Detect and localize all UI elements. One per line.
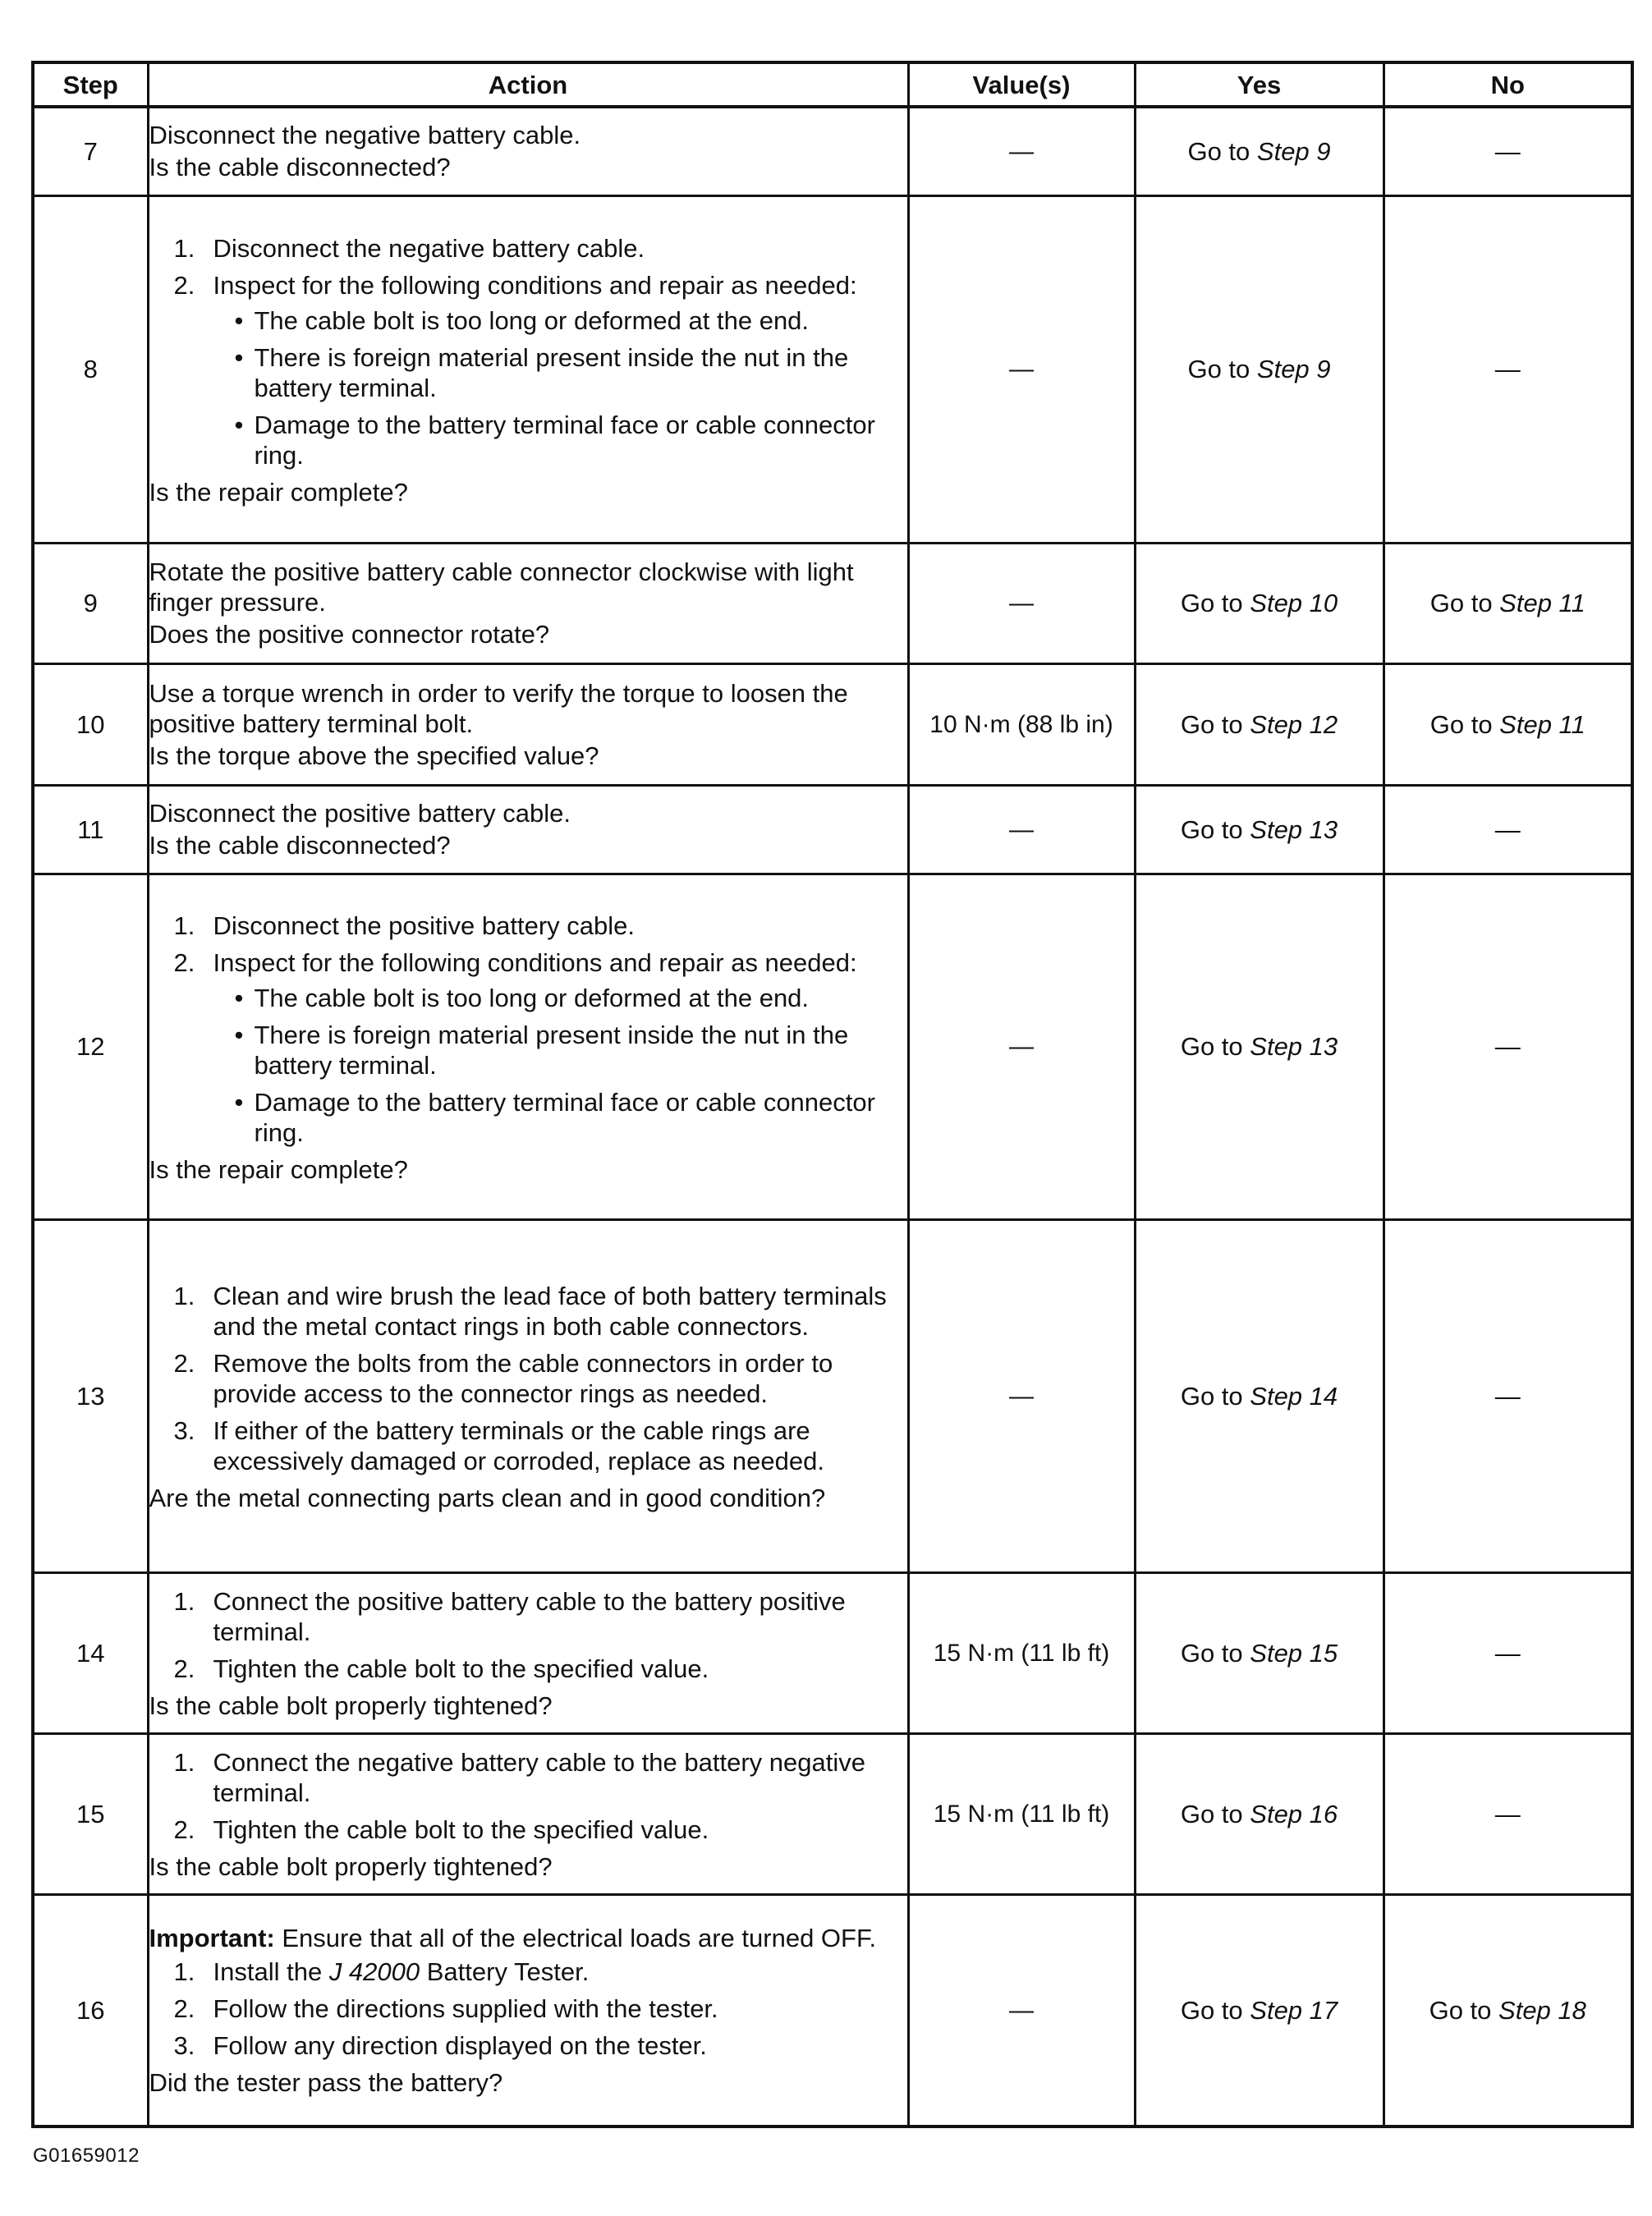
yes-cell: Go to Step 12 <box>1135 663 1384 785</box>
action-question: Is the repair complete? <box>149 1154 408 1184</box>
value-cell: — <box>908 785 1135 874</box>
yes-cell: Go to Step 9 <box>1135 195 1384 543</box>
no-cell: — <box>1384 874 1632 1219</box>
table-row <box>33 1572 1632 1733</box>
action-cell <box>148 107 908 195</box>
important-label: Important: <box>149 1923 275 1952</box>
table-row <box>33 1219 1632 1572</box>
step-number: 12 <box>33 874 148 1219</box>
tool-ref: J 42000 <box>328 1957 420 1986</box>
action-cell <box>148 1219 908 1572</box>
bullet-item: • There is foreign material present inside the nut in the battery terminal. <box>234 1020 849 1080</box>
list-item: 2. Remove the bolts from the cable connectors in order to provide access to the connector rings as needed. <box>173 1348 833 1408</box>
no-cell: — <box>1384 785 1632 874</box>
bullet-list <box>213 305 907 470</box>
numbered-list <box>149 911 907 1148</box>
value-cell: 15 N·m (11 lb ft) <box>908 1733 1135 1894</box>
list-item: 1. Clean and wire brush the lead face of both battery terminals and the metal contact rings in both cable connectors. <box>173 1281 887 1341</box>
action-question: Are the metal connecting parts clean and in good condition? <box>149 1483 826 1512</box>
yes-cell: Go to Step 16 <box>1135 1733 1384 1894</box>
step-number: 13 <box>33 1219 148 1572</box>
action-cell <box>148 663 908 785</box>
list-item: 1. Disconnect the negative battery cable. <box>173 233 645 263</box>
no-cell: Go to Step 18 <box>1384 1894 1632 2127</box>
list-item: 3. Follow any direction displayed on the tester. <box>173 2030 707 2060</box>
step-number: 7 <box>33 107 148 195</box>
value-cell: 10 N·m (88 lb in) <box>908 663 1135 785</box>
yes-cell: Go to Step 10 <box>1135 543 1384 663</box>
list-item: 1. Connect the positive battery cable to the battery positive terminal. <box>173 1587 846 1646</box>
header-step: Step <box>33 62 148 107</box>
no-cell: — <box>1384 107 1632 195</box>
yes-cell <box>1135 107 1384 195</box>
header-values: Value(s) <box>908 62 1135 107</box>
list-item: 3. If either of the battery terminals or the cable rings are excessively damaged or corroded, replace as needed. <box>173 1415 824 1475</box>
table-row <box>33 874 1632 1219</box>
list-item: 1. Disconnect the positive battery cable. <box>173 911 635 940</box>
value-cell: — <box>908 1219 1135 1572</box>
bullet-item: • The cable bolt is too long or deformed at the end. <box>234 983 810 1012</box>
table-row <box>33 785 1632 874</box>
list-item: 2. Tighten the cable bolt to the specified value. <box>173 1815 709 1844</box>
action-cell <box>148 785 908 874</box>
step-number: 15 <box>33 1733 148 1894</box>
action-line: Disconnect the positive battery cable. <box>149 799 571 828</box>
action-question: Does the positive connector rotate? <box>149 620 550 649</box>
numbered-list <box>149 1957 907 2061</box>
no-cell: — <box>1384 195 1632 543</box>
value-cell: — <box>908 195 1135 543</box>
list-item: 1. Install the J 42000 Battery Tester. <box>173 1957 590 1986</box>
list-item: 1. Connect the negative battery cable to the battery negative terminal. <box>173 1748 865 1807</box>
action-line: Disconnect the negative battery cable. <box>149 121 581 150</box>
no-cell: — <box>1384 1733 1632 1894</box>
step-number: 8 <box>33 195 148 543</box>
step-ref: Step 14 <box>1250 1381 1338 1411</box>
bullet-item: • Damage to the battery terminal face or cable connector ring. <box>234 1087 875 1147</box>
list-item: 2. Follow the directions supplied with the tester. <box>173 1993 718 2023</box>
header-yes: Yes <box>1135 62 1384 107</box>
value-cell: — <box>908 874 1135 1219</box>
action-question: Is the cable disconnected? <box>149 153 451 182</box>
step-ref: Step 11 <box>1499 709 1585 739</box>
step-ref: Step 9 <box>1256 355 1331 383</box>
value-cell: — <box>908 543 1135 663</box>
step-ref: Step 9 <box>1256 136 1331 166</box>
action-cell <box>148 1733 908 1894</box>
yes-cell: Go to Step 13 <box>1135 874 1384 1219</box>
bullet-item: • The cable bolt is too long or deformed at the end. <box>234 305 810 335</box>
step-ref: Step 11 <box>1499 589 1585 617</box>
goto-text: Go to <box>1187 136 1257 166</box>
yes-cell: Go to Step 13 <box>1135 785 1384 874</box>
step-ref: Step 12 <box>1250 709 1338 739</box>
action-cell <box>148 874 908 1219</box>
numbered-list <box>149 1281 907 1476</box>
no-cell: — <box>1384 1219 1632 1572</box>
step-number: 9 <box>33 543 148 663</box>
table-row <box>33 1733 1632 1894</box>
step-ref: Step 16 <box>1250 1799 1338 1828</box>
table-row <box>33 543 1632 663</box>
step-ref: Step 17 <box>1250 1995 1338 2025</box>
step-number: 14 <box>33 1572 148 1733</box>
header-no: No <box>1384 62 1632 107</box>
step-ref: Step 10 <box>1250 589 1338 617</box>
list-item: 2. Tighten the cable bolt to the specified value. <box>173 1654 709 1683</box>
action-question: Is the cable bolt properly tightened? <box>149 1852 553 1881</box>
list-item: 2. Inspect for the following conditions and repair as needed: • The cable bolt is too long or deformed at the end. • There is foreign material present inside the nut in the battery terminal. • Damage to the battery terminal face or cable connector ring. <box>149 270 907 470</box>
action-line: Use a torque wrench in order to verify the torque to loosen the positive battery terminal bolt. <box>149 678 848 738</box>
no-cell: Go to Step 11 <box>1384 663 1632 785</box>
figure-id: G01659012 <box>33 2145 140 2167</box>
action-cell <box>148 1894 908 2127</box>
action-cell <box>148 1572 908 1733</box>
header-action: Action <box>148 62 908 107</box>
important-note: Important: Ensure that all of the electrical loads are turned OFF. <box>149 1923 877 1952</box>
diagnostic-table <box>31 61 1634 2128</box>
action-question: Did the tester pass the battery? <box>149 2067 503 2097</box>
no-cell: Go to Step 11 <box>1384 543 1632 663</box>
yes-cell: Go to Step 14 <box>1135 1219 1384 1572</box>
table-row <box>33 195 1632 543</box>
action-line: Rotate the positive battery cable connector clockwise with light finger pressure. <box>149 557 854 617</box>
step-ref: Step 13 <box>1250 1032 1338 1061</box>
value-cell: 15 N·m (11 lb ft) <box>908 1572 1135 1733</box>
list-item: 2. Inspect for the following conditions and repair as needed: • The cable bolt is too long or deformed at the end. • There is foreign material present inside the nut in the battery terminal. • Damage to the battery terminal face or cable connector ring. <box>149 947 907 1148</box>
step-ref: Step 18 <box>1498 1995 1586 2025</box>
table-row <box>33 663 1632 785</box>
bullet-item: • There is foreign material present inside the nut in the battery terminal. <box>234 342 849 402</box>
step-ref: Step 15 <box>1250 1638 1338 1668</box>
value-cell: — <box>908 107 1135 195</box>
bullet-item: • Damage to the battery terminal face or cable connector ring. <box>234 410 875 470</box>
step-number: 11 <box>33 785 148 874</box>
no-cell: — <box>1384 1572 1632 1733</box>
action-question: Is the torque above the specified value? <box>149 741 599 770</box>
bullet-list <box>213 983 907 1148</box>
table-row <box>33 107 1632 195</box>
action-cell <box>148 543 908 663</box>
header-row <box>33 62 1632 107</box>
action-question: Is the repair complete? <box>149 477 408 507</box>
action-question: Is the cable disconnected? <box>149 831 451 860</box>
action-question: Is the cable bolt properly tightened? <box>149 1691 553 1720</box>
numbered-list <box>149 1747 907 1845</box>
numbered-list <box>149 233 907 470</box>
value-cell: — <box>908 1894 1135 2127</box>
action-cell <box>148 195 908 543</box>
table-row <box>33 1894 1632 2127</box>
numbered-list <box>149 1586 907 1684</box>
step-number: 16 <box>33 1894 148 2127</box>
step-ref: Step 13 <box>1250 814 1338 844</box>
yes-cell: Go to Step 17 <box>1135 1894 1384 2127</box>
yes-cell: Go to Step 15 <box>1135 1572 1384 1733</box>
step-number: 10 <box>33 663 148 785</box>
